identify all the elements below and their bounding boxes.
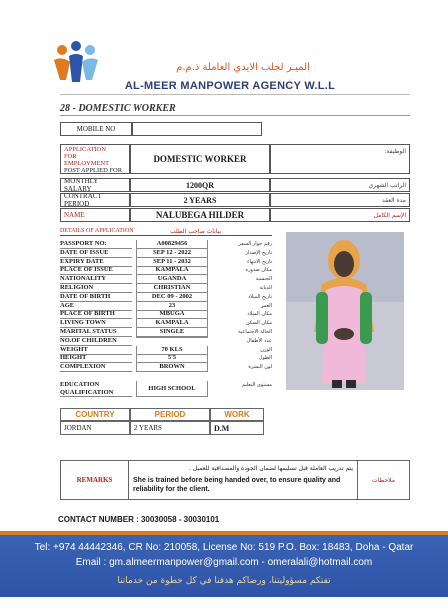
detail-label-ar: الطول — [258, 355, 272, 362]
detail-row — [60, 275, 272, 283]
experience-header-work: WORK — [210, 408, 264, 421]
detail-label: EXPIRY DATE — [60, 258, 132, 267]
detail-row — [60, 354, 272, 362]
detail-label-ar: الجنسية — [255, 276, 272, 283]
detail-value: 23 — [136, 302, 208, 311]
application-label-line-2: FOR — [64, 153, 77, 160]
detail-label: PLACE OF BIRTH — [60, 310, 132, 319]
detail-label-ar: الوزن — [260, 346, 272, 353]
detail-value: UGANDA — [136, 275, 208, 284]
remarks-label: REMARKS — [61, 461, 129, 499]
education-value: HIGH SCHOOL — [136, 381, 208, 397]
company-name-arabic: الميـر لجلب الايدي العاملة ذ.م.م — [176, 62, 310, 73]
education-label-line-2: QUALIFICATION — [60, 388, 114, 396]
contact-number: CONTACT NUMBER : 30030058 - 30030101 — [58, 515, 220, 524]
mobile-label: MOBILE NO — [60, 122, 132, 136]
detail-label: AGE — [60, 302, 132, 311]
footer-email: Email : gm.almeermanpower@gmail.com - omeralali@hotmail.com — [75, 557, 373, 568]
remarks-text-en: She is trained before being handed over, to ensure quality and reliability for the client. — [133, 477, 341, 493]
applicant-photo — [286, 232, 404, 390]
experience-work: D.M — [210, 421, 264, 435]
contract-period-label-ar: مدة العقد — [270, 193, 410, 207]
reference-title: 28 - DOMESTIC WORKER — [60, 103, 176, 114]
name-value: NALUBEGA HILDER — [130, 208, 270, 222]
monthly-salary-value: 1200QR — [130, 178, 270, 192]
details-heading-label: DETAILS OF APPLICATION — [60, 228, 134, 234]
detail-row — [60, 302, 272, 310]
post-applied-label-ar: الوظيفة: — [270, 144, 410, 174]
experience-country: JORDAN — [60, 421, 130, 435]
detail-value: SINGLE — [136, 328, 208, 337]
remarks-label-ar: ملاحظات — [357, 461, 409, 499]
detail-label-ar: عدد الأطفال — [246, 337, 272, 344]
detail-label-ar: العمر — [261, 302, 272, 309]
detail-label: NO.OF CHILDREN — [60, 337, 132, 346]
title-divider — [60, 115, 410, 116]
name-label: NAME — [60, 208, 130, 222]
detail-label-ar: الديانة — [259, 285, 272, 291]
experience-header-period: PERIOD — [130, 408, 210, 421]
detail-row — [60, 310, 272, 318]
detail-row — [60, 258, 272, 266]
details-heading — [60, 228, 272, 236]
detail-label: DATE OF ISSUE — [60, 249, 132, 258]
detail-value: KAMPALA — [136, 266, 208, 275]
footer-slogan-ar: تفتكم مسؤوليتنا، ورضاكم هدفنا في كل خطوة من خدماتنا — [117, 576, 331, 586]
detail-label-ar: تاريخ الميلاد — [247, 293, 272, 300]
education-label-line-1: EDUCATION — [60, 381, 100, 388]
detail-row — [60, 293, 272, 301]
detail-label: MARITAL STATUS — [60, 328, 132, 337]
detail-row — [60, 346, 272, 354]
detail-label-ar: الحالة الاجتماعية — [238, 329, 272, 335]
detail-label-ar: رقم جواز السفر — [238, 241, 272, 247]
detail-value: SEP 11 - 2032 — [136, 258, 208, 267]
detail-label: LIVING TOWN — [60, 319, 132, 328]
header-divider — [60, 94, 410, 95]
detail-label-ar: تاريخ الإصدار — [245, 249, 272, 256]
company-name-english: AL-MEER MANPOWER AGENCY W.L.L — [124, 80, 336, 92]
application-label — [60, 144, 130, 174]
detail-label: NATIONALITY — [60, 275, 132, 284]
mobile-value — [132, 122, 262, 136]
detail-value: 5'5 — [136, 354, 208, 363]
detail-label: COMPLEXION — [60, 363, 132, 372]
education-label — [60, 381, 132, 397]
detail-label: PASSPORT NO: — [60, 240, 132, 249]
monthly-salary-label-ar: الراتب الشهري — [270, 178, 410, 192]
detail-label-ar: مكان السكن — [245, 320, 272, 327]
detail-row — [60, 240, 272, 248]
detail-label-ar: مكان الميلاد — [247, 311, 272, 318]
name-label-ar: الإسم الكامل — [270, 208, 410, 222]
detail-row — [60, 266, 272, 274]
detail-value: SEP 12 - 2022 — [136, 249, 208, 258]
detail-label-ar: تاريخ الانتهاء — [247, 258, 272, 265]
contract-period-value: 2 YEARS — [130, 193, 270, 207]
post-applied-value: DOMESTIC WORKER — [130, 144, 270, 174]
education-row — [60, 381, 272, 397]
detail-value: KAMPALA — [136, 319, 208, 328]
detail-value: CHRISTIAN — [136, 284, 208, 293]
detail-label: PLACE OF ISSUE — [60, 266, 132, 275]
detail-label: DATE OF BIRTH — [60, 293, 132, 302]
detail-label: RELIGION — [60, 284, 132, 293]
detail-row — [60, 319, 272, 327]
detail-value — [136, 337, 208, 338]
company-logo — [52, 40, 100, 84]
experience-period: 2 YEARS — [130, 421, 210, 435]
detail-value: BROWN — [136, 363, 208, 372]
experience-header-country: COUNTRY — [60, 408, 130, 421]
education-label-ar: مستوى التعليم — [241, 382, 272, 388]
detail-row — [60, 249, 272, 257]
footer-address: Tel: +974 44442346, CR No: 210058, License No: 519 P.O. Box: 18483, Doha - Qatar — [34, 542, 414, 553]
detail-value: DEC 09 - 2002 — [136, 293, 208, 302]
application-label-line-3: EMPLOYMENT — [64, 160, 110, 167]
detail-row — [60, 363, 272, 371]
detail-row — [60, 328, 272, 336]
detail-label-ar: لون البشرة — [248, 364, 272, 371]
post-applied-label: POST APPLIED FOR — [64, 167, 123, 174]
contract-period-label: CONTRACT PERIOD — [60, 193, 130, 207]
detail-value: A00829456 — [136, 240, 208, 249]
detail-value: 70 KLS — [136, 346, 208, 355]
details-heading-label-ar: بيانات صاحب الطلب — [170, 228, 222, 235]
remarks-text-ar: يتم تدريب العاملة قبل تسليمها لضمان الجودة والمصداقية للعميل . — [189, 465, 353, 472]
monthly-salary-label: MONTHLY SALARY — [60, 178, 130, 192]
application-label-line-1: APPLICATION — [64, 146, 106, 153]
remarks-box — [60, 460, 410, 500]
detail-row — [60, 284, 272, 292]
detail-label: WEIGHT — [60, 346, 132, 355]
footer-banner — [0, 535, 448, 597]
detail-label-ar: مكان صدوره — [245, 267, 272, 274]
detail-value: MBUGA — [136, 310, 208, 319]
detail-row — [60, 337, 272, 345]
detail-label: HEIGHT — [60, 354, 132, 363]
